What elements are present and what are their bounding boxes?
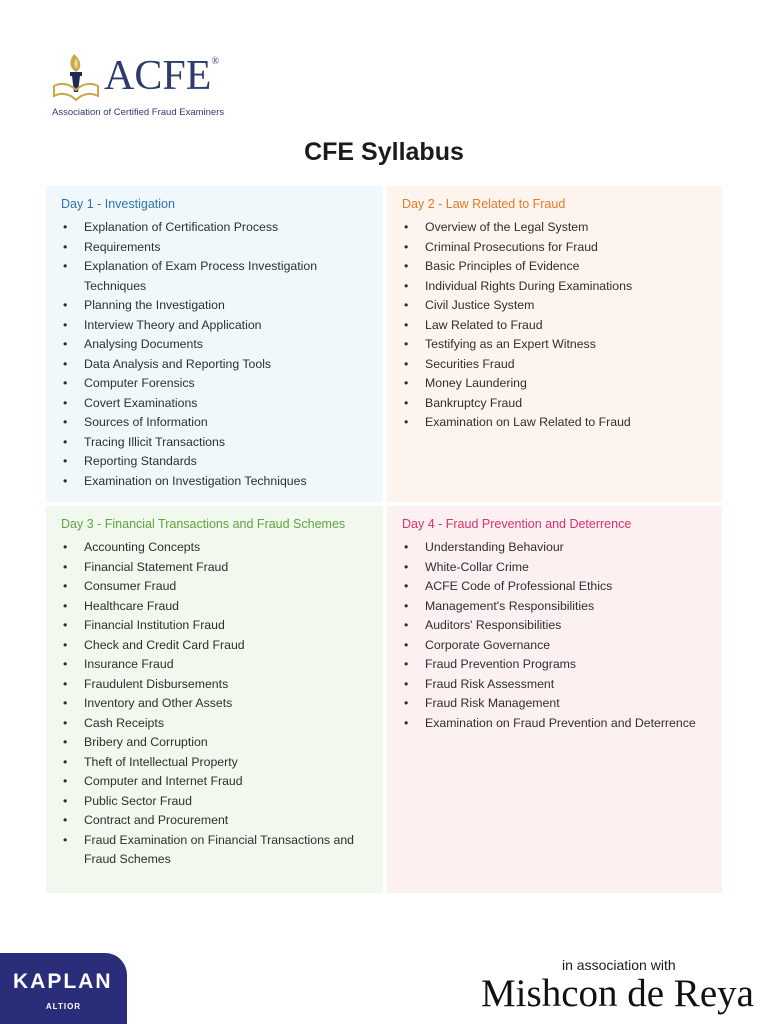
list-item: • Fraud Prevention Programs [402,655,710,675]
panel-day4-title: Day 4 - Fraud Prevention and Deterrence [402,517,632,531]
list-item: • Requirements [61,238,371,258]
panel-day4-list [402,538,710,733]
list-item: • Testifying as an Expert Witness [402,335,710,355]
list-item: • Bankruptcy Fraud [402,394,710,414]
list-item: • Interview Theory and Application [61,316,371,336]
list-item: • Examination on Fraud Prevention and Deterrence [402,714,710,734]
panel-day1-title: Day 1 - Investigation [61,197,175,211]
list-item: • Cash Receipts [61,714,371,734]
acfe-tagline: Association of Certified Fraud Examiners [52,107,225,118]
list-item: • Contract and Procurement [61,811,371,831]
panel-day1-list [61,218,371,491]
list-item: • Data Analysis and Reporting Tools [61,355,371,375]
list-item: • Securities Fraud [402,355,710,375]
list-item: • Reporting Standards [61,452,371,472]
list-item: • Inventory and Other Assets [61,694,371,714]
list-item: • Corporate Governance [402,636,710,656]
panel-day2-list [402,218,710,433]
list-item: • Auditors' Responsibilities [402,616,710,636]
panel-day2-title: Day 2 - Law Related to Fraud [402,197,566,211]
list-item: • Bribery and Corruption [61,733,371,753]
list-item: • Explanation of Exam Process Investigation Techniques [61,257,371,296]
list-item: • White-Collar Crime [402,558,710,578]
list-item: • Accounting Concepts [61,538,371,558]
panel-day3 [46,506,383,893]
list-item: • Computer Forensics [61,374,371,394]
list-item: • Analysing Documents [61,335,371,355]
list-item: • Fraud Risk Assessment [402,675,710,695]
list-item: • Law Related to Fraud [402,316,710,336]
list-item: • Check and Credit Card Fraud [61,636,371,656]
list-item: • Examination on Law Related to Fraud [402,413,710,433]
list-item: • Financial Statement Fraud [61,558,371,578]
list-item: • Individual Rights During Examinations [402,277,710,297]
list-item: • ACFE Code of Professional Ethics [402,577,710,597]
list-item: • Covert Examinations [61,394,371,414]
list-item: • Fraudulent Disbursements [61,675,371,695]
panel-day2 [387,186,722,502]
torch-book-icon [52,52,100,102]
list-item: • Planning the Investigation [61,296,371,316]
list-item: • Criminal Prosecutions for Fraud [402,238,710,258]
list-item: • Overview of the Legal System [402,218,710,238]
list-item: • Financial Institution Fraud [61,616,371,636]
mishcon-logo: Mishcon de Reya [481,973,754,1015]
list-item: • Fraud Examination on Financial Transactions and Fraud Schemes [61,831,371,870]
list-item: • Public Sector Fraud [61,792,371,812]
list-item: • Theft of Intellectual Property [61,753,371,773]
page-title: CFE Syllabus [304,138,464,166]
list-item: • Money Laundering [402,374,710,394]
kaplan-wordmark: KAPLAN [13,970,113,993]
list-item: • Tracing Illicit Transactions [61,433,371,453]
association-text: in association with [562,957,676,973]
list-item: • Computer and Internet Fraud [61,772,371,792]
list-item: • Basic Principles of Evidence [402,257,710,277]
list-item: • Healthcare Fraud [61,597,371,617]
list-item: • Fraud Risk Management [402,694,710,714]
panel-day4 [387,506,722,893]
syllabus-grid [46,186,722,893]
kaplan-logo [0,953,127,1024]
panel-day3-list [61,538,371,870]
list-item: • Sources of Information [61,413,371,433]
panel-day1 [46,186,383,502]
acfe-logo [52,52,252,122]
list-item: • Civil Justice System [402,296,710,316]
list-item: • Understanding Behaviour [402,538,710,558]
list-item: • Explanation of Certification Process [61,218,371,238]
kaplan-sub: ALTIOR [45,1002,82,1011]
panel-day3-title: Day 3 - Financial Transactions and Fraud Schemes [61,517,346,531]
list-item: • Examination on Investigation Techniques [61,472,371,492]
list-item: • Insurance Fraud [61,655,371,675]
list-item: • Management's Responsibilities [402,597,710,617]
acfe-wordmark: ACFE® [104,53,219,99]
list-item: • Consumer Fraud [61,577,371,597]
